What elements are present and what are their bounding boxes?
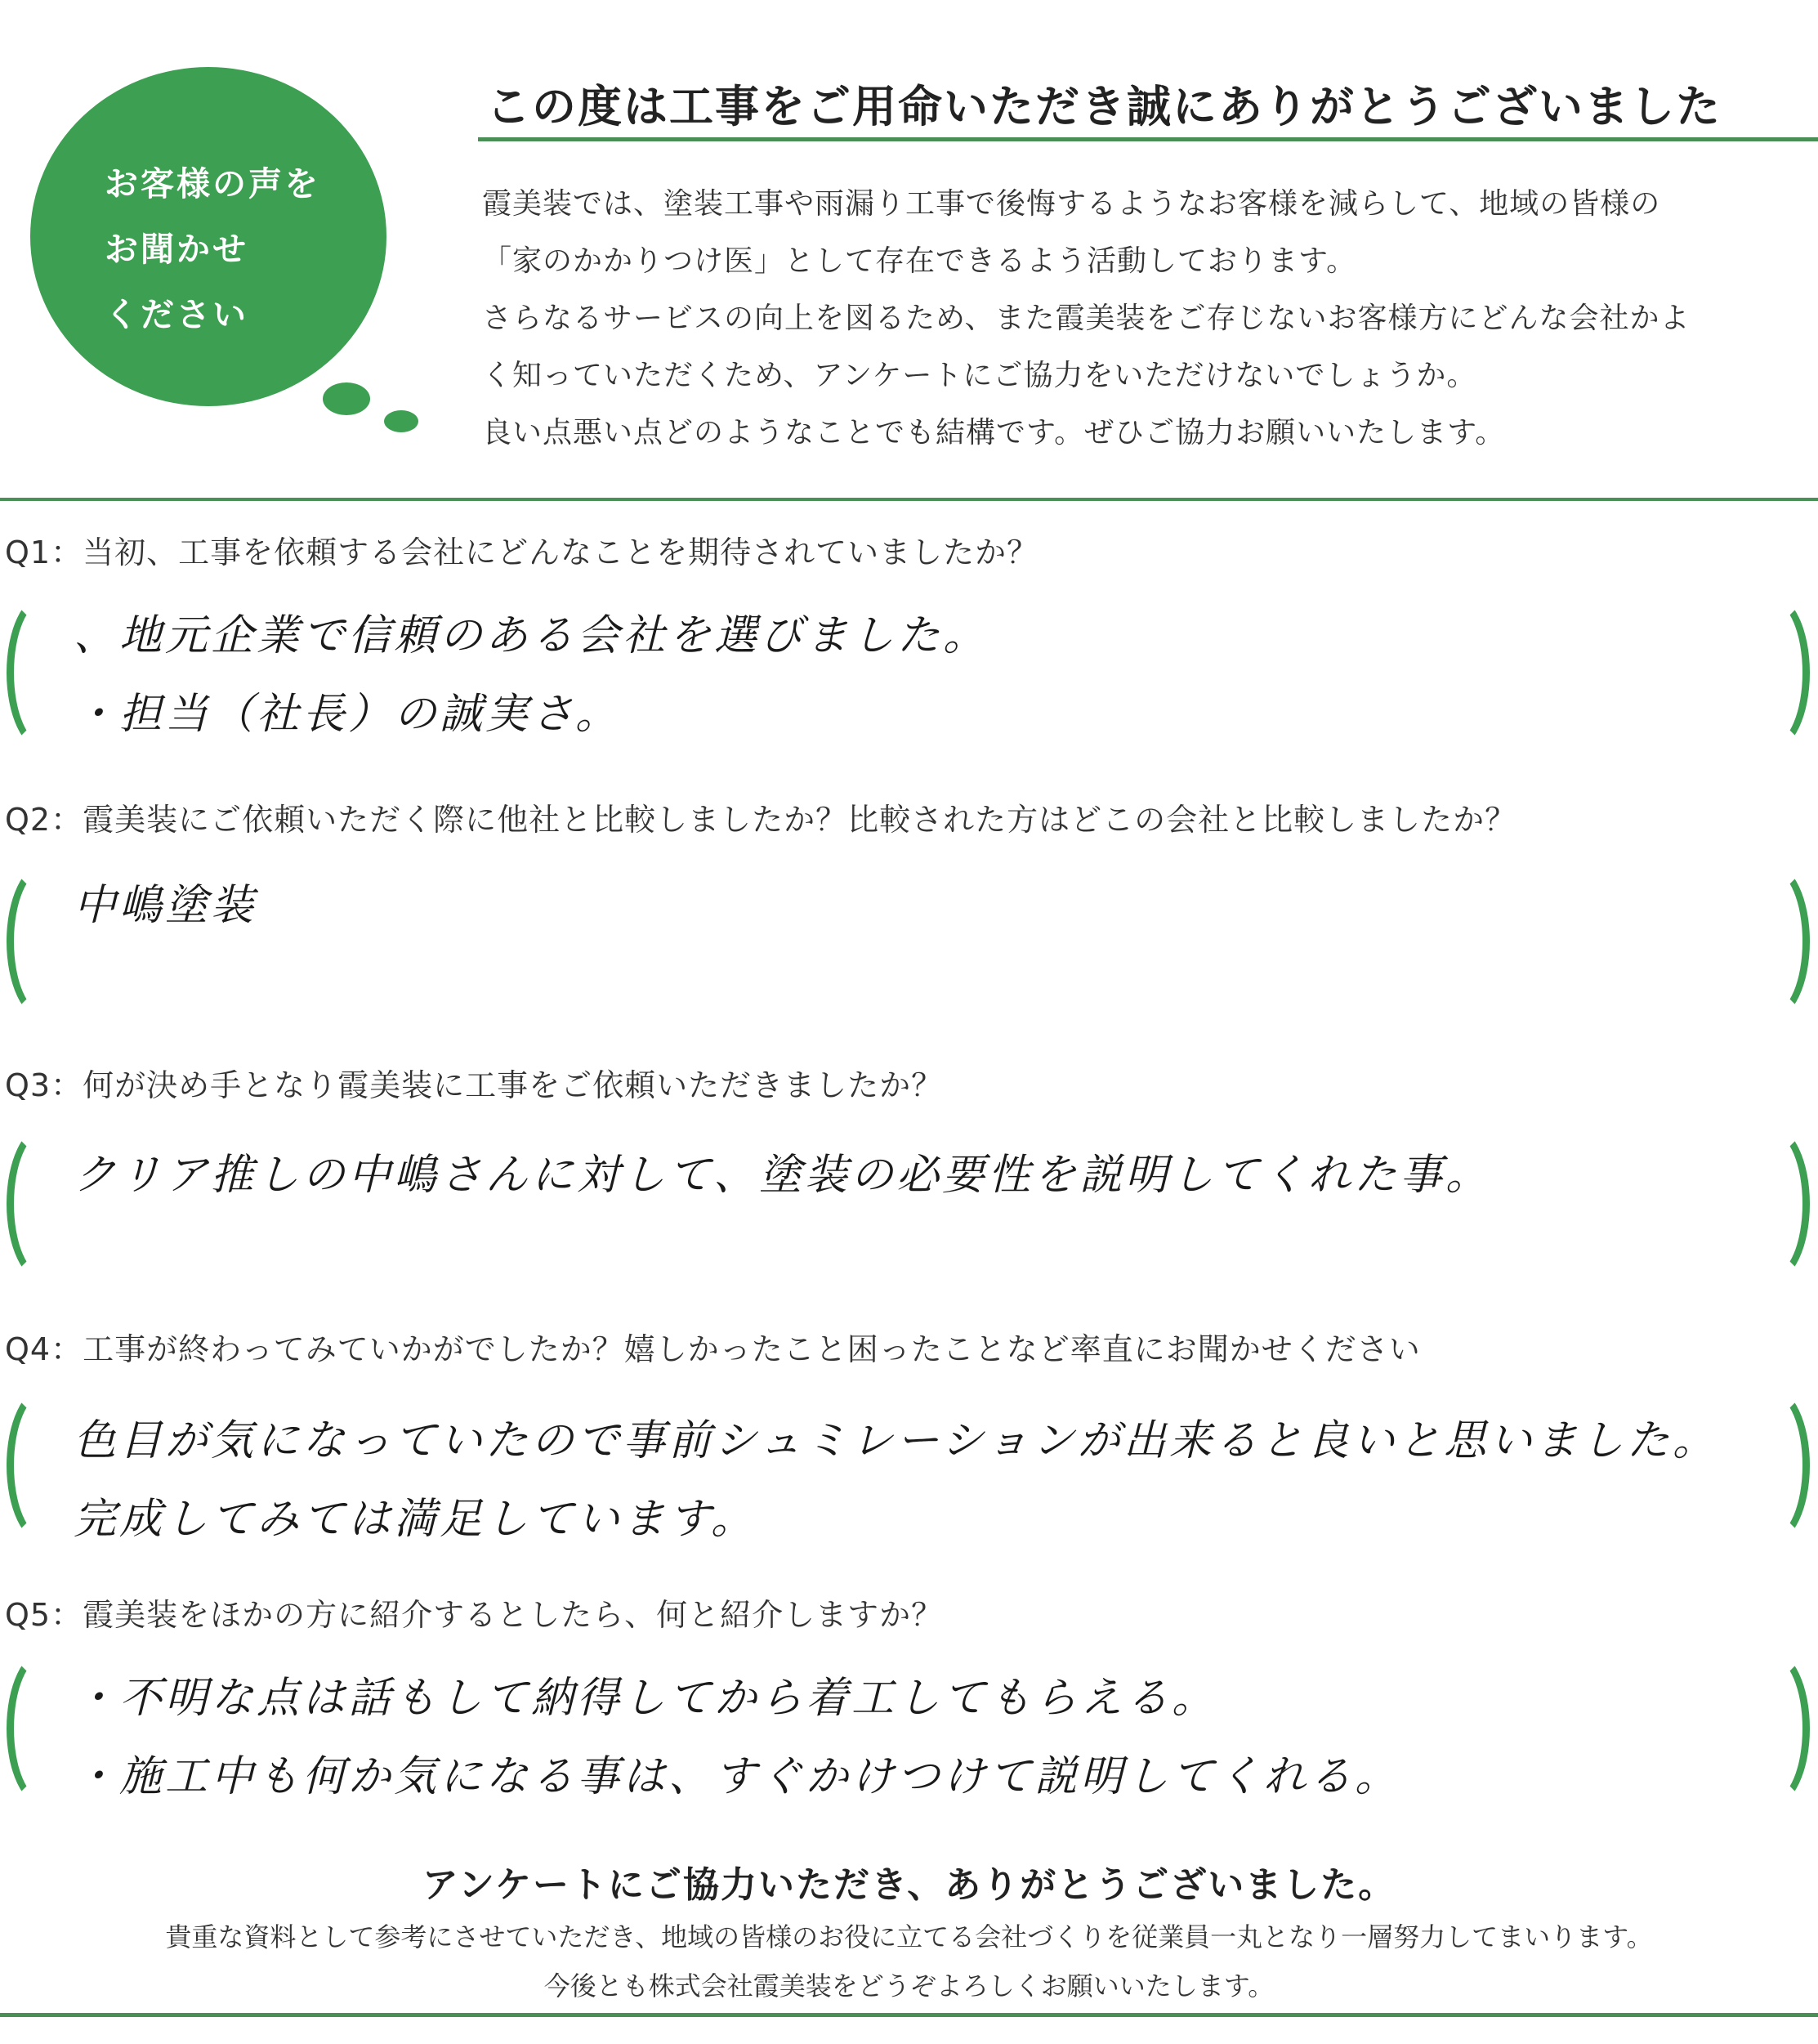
answer-5: [74, 1659, 1400, 1816]
left-bracket-icon: [7, 864, 80, 1019]
question-5-label: Q5：霞美装をほかの方に紹介するとしたら、何と紹介しますか？: [5, 1597, 944, 1633]
intro-line: 「家のかかりつけ医」として存在できるよう活動しております。: [482, 244, 1357, 278]
badge-line-3: ください: [105, 295, 248, 334]
answer-line: ・不明な点は話もして納得してから着工してもらえる。: [74, 1674, 1218, 1723]
right-bracket-icon: [1736, 595, 1810, 750]
answer-line: クリア推しの中嶋さんに対して、塗装の必要性を説明してくれた事。: [74, 1151, 1491, 1200]
answer-line: 完成してみては満足しています。: [74, 1495, 757, 1544]
intro-paragraph: [482, 176, 1818, 462]
answer-line: 中嶋塗装: [74, 881, 257, 930]
answer-2: [74, 866, 257, 945]
footer-divider: [0, 2013, 1818, 2017]
question-3-label: Q3：何が決め手となり霞美装に工事をご依頼いただきましたか？: [5, 1067, 944, 1103]
answer-line: ・担当（社長）の誠実さ。: [74, 690, 621, 739]
answer-line: ・施工中も何か気になる事は、すぐかけつけて説明してくれる。: [74, 1752, 1401, 1801]
badge-line-2: お聞かせ: [105, 230, 248, 269]
question-1-label: Q1：当初、工事を依頼する会社にどんなことを期待されていましたか？: [5, 534, 1039, 570]
right-bracket-icon: [1736, 1651, 1810, 1806]
question-2-label: Q2：霞美装にご依頼いただく際に他社と比較しましたか？比較された方はどこの会社と比較しましたか？: [5, 802, 1517, 838]
thanks-line-2: 今後とも株式会社霞美装をどうぞよろしくお願いいたします。: [543, 1970, 1275, 2002]
thanks-heading: アンケートにご協力いただき、ありがとうございました。: [422, 1864, 1396, 1906]
left-bracket-icon: [7, 1388, 80, 1543]
answer-3: [74, 1136, 1491, 1214]
left-bracket-icon: [7, 1126, 80, 1281]
thought-dot-large: [323, 382, 370, 415]
right-bracket-icon: [1736, 1388, 1810, 1543]
answer-line: 、地元企業で信頼のある会社を選びました。: [74, 611, 989, 660]
badge-text: [105, 151, 320, 347]
left-bracket-icon: [7, 595, 80, 750]
title-divider: [478, 137, 1818, 141]
intro-line: 霞美装では、塗装工事や雨漏り工事で後悔するようなお客様を減らして、地域の皆様の: [482, 187, 1661, 221]
badge-line-1: お客様の声を: [105, 164, 320, 204]
page-title: この度は工事をご用命いただき誠にありがとうございました: [486, 81, 1722, 132]
right-bracket-icon: [1736, 1126, 1810, 1281]
intro-line: さらなるサービスの向上を図るため、また霞美装をご存じないお客様方にどんな会社かよ: [482, 302, 1691, 335]
thought-dot-small: [384, 410, 418, 432]
answer-4: [74, 1402, 1718, 1559]
answer-1: [74, 597, 989, 754]
thanks-line-1: 貴重な資料として参考にさせていただき、地域の皆様のお役に立てる会社づくりを従業員一丸となり一層努力してまいります。: [165, 1921, 1653, 1952]
intro-line: 良い点悪い点どのようなことでも結構です。ぜひご協力お願いいたします。: [482, 416, 1506, 450]
right-bracket-icon: [1736, 864, 1810, 1019]
section-divider: [0, 498, 1818, 501]
question-4-label: Q4：工事が終わってみていかがでしたか？嬉しかったこと困ったことなど率直にお聞かせください: [5, 1331, 1421, 1367]
intro-line: く知っていただくため、アンケートにご協力をいただけないでしょうか。: [482, 359, 1477, 392]
left-bracket-icon: [7, 1651, 80, 1806]
answer-line: 色目が気になっていたので事前シュミレーションが出来ると良いと思いました。: [74, 1416, 1718, 1465]
